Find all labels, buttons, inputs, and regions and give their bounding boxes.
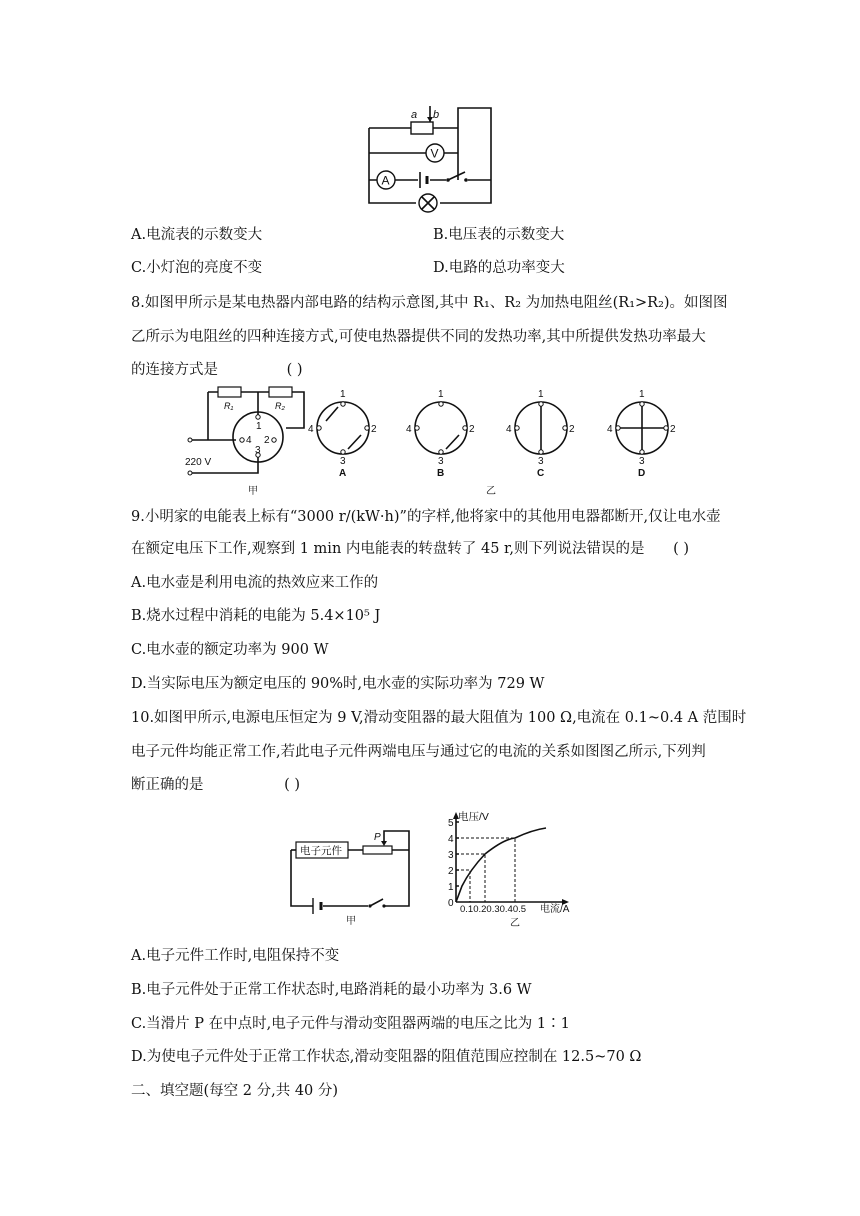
terminal-2-label: 2 xyxy=(264,435,270,446)
q9-option-a: A.电水壶是利用电流的热效应来工作的 xyxy=(131,575,379,591)
option-a-terminal-2: 2 xyxy=(371,424,377,435)
option-b-letter: B xyxy=(437,468,445,479)
q7-option-c: C.小灯泡的亮度不变 xyxy=(131,260,263,276)
resistor-r2-label: R₂ xyxy=(275,401,285,411)
q9-option-b: B.烧水过程中消耗的电能为 5.4×10⁵ J xyxy=(131,608,381,624)
fig10-jia-label: 甲 xyxy=(346,916,356,927)
graph-x-axis-label: 电流/A xyxy=(540,904,570,915)
q10-option-b: B.电子元件处于正常工作状态时,电路消耗的最小功率为 3.6 W xyxy=(131,982,532,998)
y-tick-3: 3 xyxy=(448,850,454,861)
fig-jia-label: 甲 xyxy=(248,486,258,497)
q10-stem-line2: 电子元件均能正常工作,若此电子元件两端电压与通过它的电流的关系如图图乙所示,下列判 xyxy=(131,744,706,760)
q9-option-c: C.电水壶的额定功率为 900 W xyxy=(131,642,329,658)
x-ticks: 0.10.20.30.40.5 xyxy=(460,904,527,915)
option-b-terminal-1: 1 xyxy=(438,389,444,400)
q9-option-d: D.当实际电压为额定电压的 90%时,电水壶的实际功率为 729 W xyxy=(131,676,545,692)
y-tick-1: 1 xyxy=(448,882,454,893)
q8-stem-line3 xyxy=(131,360,303,380)
q8-stem-line2: 乙所示为电阻丝的四种连接方式,可使电热器提供不同的发热功率,其中所提供发热功率最大 xyxy=(131,329,706,345)
q7-option-d: D.电路的总功率变大 xyxy=(433,260,565,276)
option-b-terminal-3: 3 xyxy=(438,456,444,467)
option-d-terminal-2: 2 xyxy=(670,424,676,435)
graph-y-axis-label: 电压/V xyxy=(458,811,489,823)
q9-stem-line1: 9.小明家的电能表上标有“3000 r/(kW·h)”的字样,他将家中的其他用电器都断开,仅让电水壶 xyxy=(131,509,721,525)
q9-stem-text: 在额定电压下工作,观察到 1 min 内电能表的转盘转了 45 r,则下列说法错误的是 xyxy=(131,541,645,557)
option-c-terminal-1: 1 xyxy=(538,389,544,400)
q10-stem-line1: 10.如图甲所示,电源电压恒定为 9 V,滑动变阻器的最大阻值为 100 Ω,电流在 0.1~0.4 A 范围时 xyxy=(131,710,747,726)
option-a-terminal-4: 4 xyxy=(308,424,314,435)
option-a-letter: A xyxy=(339,468,347,479)
q10-uv-graph xyxy=(442,810,592,935)
resistor-r1-label: R₁ xyxy=(224,401,234,411)
q8-answer-paren: ( ) xyxy=(286,362,303,378)
y-tick-5: 5 xyxy=(448,818,454,829)
y-tick-0: 0 xyxy=(448,898,454,909)
option-c-terminal-4: 4 xyxy=(506,424,512,435)
connection-option-b xyxy=(406,389,475,479)
option-c-terminal-3: 3 xyxy=(538,456,544,467)
component-label: 电子元件 xyxy=(300,845,342,857)
option-d-terminal-4: 4 xyxy=(607,424,613,435)
q9-stem-line2 xyxy=(131,539,689,559)
option-b-terminal-4: 4 xyxy=(406,424,412,435)
q8-stem-line1: 8.如图甲所示是某电热器内部电路的结构示意图,其中 R₁、R₂ 为加热电阻丝(R₁>R₂)。如图图 xyxy=(131,295,728,311)
voltmeter-label: V xyxy=(430,146,439,161)
q10-circuit-figure xyxy=(288,828,413,928)
y-tick-2: 2 xyxy=(448,866,454,877)
rheostat-label-a: a xyxy=(411,109,418,121)
q8-figure xyxy=(180,385,700,500)
y-tick-4: 4 xyxy=(448,834,454,845)
connection-option-a xyxy=(308,389,377,479)
option-c-terminal-2: 2 xyxy=(569,424,575,435)
q7-circuit-figure xyxy=(360,104,500,214)
q9-answer-paren: ( ) xyxy=(673,541,690,557)
q10-option-c: C.当滑片 P 在中点时,电子元件与滑动变阻器两端的电压之比为 1∶1 xyxy=(131,1016,570,1032)
option-a-terminal-3: 3 xyxy=(340,456,346,467)
connection-option-d xyxy=(607,389,676,479)
option-b-terminal-2: 2 xyxy=(469,424,475,435)
voltage-label: 220 V xyxy=(185,457,212,468)
q8-stem-text: 的连接方式是 xyxy=(131,362,218,378)
terminal-4-label: 4 xyxy=(246,435,252,446)
q10-stem-text: 断正确的是 xyxy=(131,777,204,793)
section-2-title: 二、填空题(每空 2 分,共 40 分) xyxy=(131,1083,339,1099)
slider-p-label: P xyxy=(374,832,381,843)
terminal-1-label: 1 xyxy=(256,421,262,432)
option-c-letter: C xyxy=(537,468,545,479)
rheostat-label-b: b xyxy=(433,109,440,121)
option-a-terminal-1: 1 xyxy=(340,389,346,400)
q10-option-a: A.电子元件工作时,电阻保持不变 xyxy=(131,948,340,964)
option-d-terminal-1: 1 xyxy=(639,389,645,400)
option-d-letter: D xyxy=(638,468,646,479)
terminal-3-label: 3 xyxy=(255,445,261,456)
fig-yi-label: 乙 xyxy=(486,486,496,497)
graph-yi-label: 乙 xyxy=(510,918,520,929)
q7-option-b: B.电压表的示数变大 xyxy=(433,227,565,243)
connection-option-c xyxy=(506,389,575,479)
q10-stem-line3 xyxy=(131,775,300,795)
q7-option-a: A.电流表的示数变大 xyxy=(131,227,263,243)
ammeter-label: A xyxy=(381,173,390,188)
q10-option-d: D.为使电子元件处于正常工作状态,滑动变阻器的阻值范围应控制在 12.5~70 Ω xyxy=(131,1049,642,1065)
q10-answer-paren: ( ) xyxy=(284,777,301,793)
option-d-terminal-3: 3 xyxy=(639,456,645,467)
